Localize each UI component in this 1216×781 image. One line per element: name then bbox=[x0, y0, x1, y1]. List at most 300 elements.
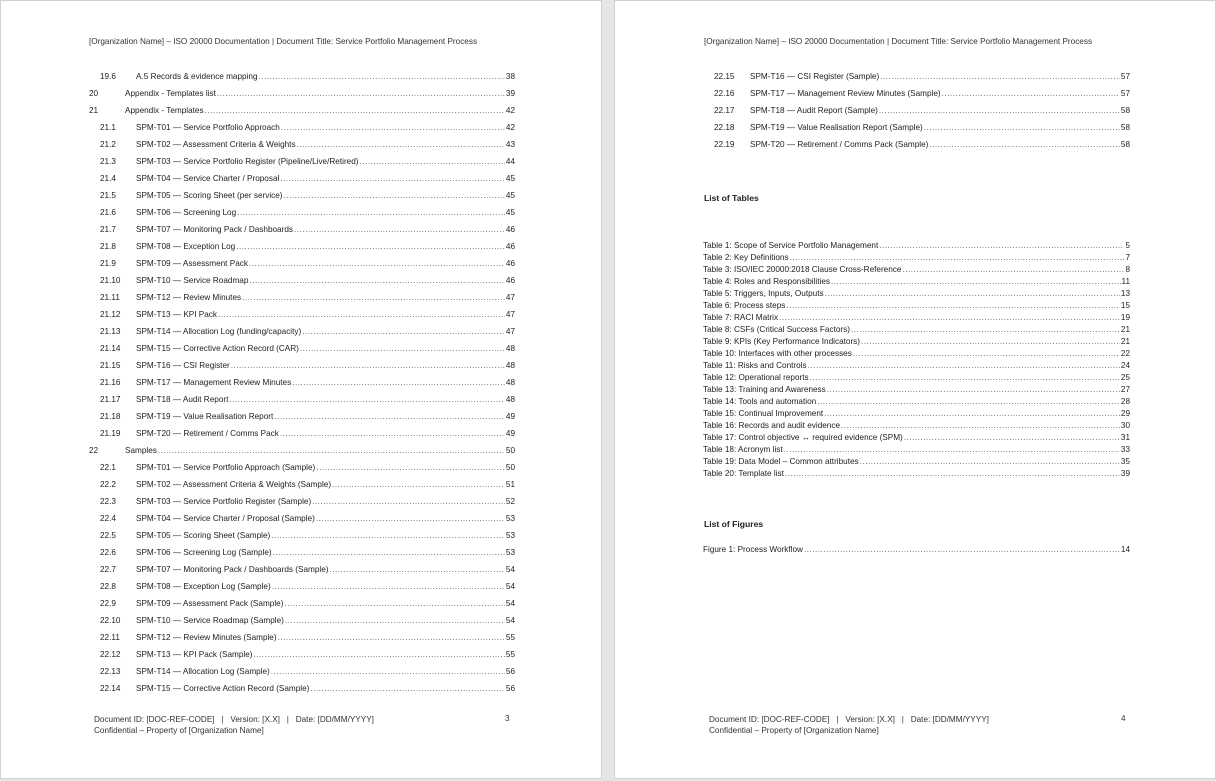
table-list-entry-page: 25 bbox=[1120, 373, 1130, 382]
table-list-entry-title: Table 16: Records and audit evidence bbox=[703, 421, 841, 430]
table-list-entry-page: 35 bbox=[1120, 457, 1130, 466]
toc-entry-number: 21.13 bbox=[100, 327, 121, 336]
toc-entry[interactable] bbox=[100, 173, 515, 185]
toc-entry-number: 21.14 bbox=[100, 344, 121, 353]
toc-entry-title: SPM-T20 — Retirement / Comms Pack (Sample) bbox=[750, 140, 929, 149]
toc-entry[interactable] bbox=[100, 615, 515, 627]
table-list-entry-page: 29 bbox=[1120, 409, 1130, 418]
toc-entry-page: 58 bbox=[1120, 140, 1130, 149]
toc-entry-page: 49 bbox=[505, 412, 515, 421]
table-list-entry[interactable] bbox=[703, 252, 1130, 264]
toc-entry-page: 48 bbox=[505, 361, 515, 370]
toc-entry-page: 53 bbox=[505, 531, 515, 540]
dot-leader bbox=[841, 420, 1120, 432]
toc-entry[interactable] bbox=[100, 377, 515, 389]
toc-entry[interactable] bbox=[89, 105, 515, 117]
dot-leader bbox=[316, 462, 505, 474]
toc-entry-number: 21.15 bbox=[100, 361, 121, 370]
toc-entry-number: 21 bbox=[89, 106, 99, 115]
table-list-entry[interactable] bbox=[703, 288, 1130, 300]
toc-entry-page: 53 bbox=[505, 514, 515, 523]
toc-entry-page: 42 bbox=[505, 106, 515, 115]
toc-entry-page: 55 bbox=[505, 633, 515, 642]
toc-entry-number: 22.19 bbox=[714, 140, 735, 149]
toc-entry-title: SPM-T03 — Service Portfolio Register (Pipeline/Live/Retired) bbox=[136, 157, 359, 166]
toc-entry-number: 21.18 bbox=[100, 412, 121, 421]
toc-entry[interactable] bbox=[100, 275, 515, 287]
dot-leader bbox=[205, 105, 505, 117]
toc-entry-title: SPM-T09 — Assessment Pack bbox=[136, 259, 248, 268]
dot-leader bbox=[880, 71, 1120, 83]
table-list-entry-title: Table 8: CSFs (Critical Success Factors) bbox=[703, 325, 850, 334]
dot-leader bbox=[284, 190, 505, 202]
toc-entry[interactable] bbox=[100, 71, 515, 83]
footer-confidential: Confidential – Property of [Organization Name] bbox=[94, 726, 264, 735]
figure-list-entry[interactable] bbox=[703, 544, 1130, 556]
toc-entry-title: SPM-T10 — Service Roadmap (Sample) bbox=[136, 616, 284, 625]
table-list-entry[interactable] bbox=[703, 240, 1130, 252]
toc-entry[interactable] bbox=[100, 258, 515, 270]
toc-entry-title: Appendix - Templates list bbox=[125, 89, 216, 98]
dot-leader bbox=[879, 240, 1124, 252]
list-of-tables-heading: List of Tables bbox=[704, 193, 759, 203]
toc-entry-number: 21.7 bbox=[100, 225, 116, 234]
toc-entry-title: SPM-T12 — Review Minutes bbox=[136, 293, 242, 302]
dot-leader bbox=[281, 122, 505, 134]
toc-entry-page: 50 bbox=[505, 463, 515, 472]
toc-entry[interactable] bbox=[100, 530, 515, 542]
table-list-entry[interactable] bbox=[703, 300, 1130, 312]
toc-entry-title: SPM-T06 — Screening Log bbox=[136, 208, 237, 217]
dot-leader bbox=[272, 581, 505, 593]
toc-entry-page: 45 bbox=[505, 174, 515, 183]
table-list-entry-page: 15 bbox=[1120, 301, 1130, 310]
dot-leader bbox=[831, 276, 1121, 288]
toc-entry-number: 20 bbox=[89, 89, 99, 98]
toc-entry-title: SPM-T17 — Management Review Minutes (Sample) bbox=[750, 89, 941, 98]
table-list-entry-title: Table 5: Triggers, Inputs, Outputs bbox=[703, 289, 824, 298]
toc-entry-page: 48 bbox=[505, 344, 515, 353]
dot-leader bbox=[302, 326, 505, 338]
toc-entry-page: 57 bbox=[1120, 72, 1130, 81]
toc-entry-number: 22.1 bbox=[100, 463, 116, 472]
table-list-entry[interactable] bbox=[703, 408, 1130, 420]
toc-entry-title: SPM-T14 — Allocation Log (funding/capacity) bbox=[136, 327, 302, 336]
toc-entry[interactable] bbox=[100, 139, 515, 151]
toc-entry-page: 39 bbox=[505, 89, 515, 98]
toc-entry-number: 21.5 bbox=[100, 191, 116, 200]
dot-leader bbox=[329, 564, 504, 576]
toc-entry-title: SPM-T01 — Service Portfolio Approach bbox=[136, 123, 280, 132]
table-list-entry-page: 13 bbox=[1120, 289, 1130, 298]
toc-entry-title: SPM-T08 — Exception Log (Sample) bbox=[136, 582, 271, 591]
document-page-4 bbox=[614, 0, 1216, 779]
table-list-entry-title: Table 13: Training and Awareness bbox=[703, 385, 826, 394]
table-list-entry-page: 11 bbox=[1121, 277, 1130, 286]
page-number: 3 bbox=[505, 714, 510, 723]
table-list-entry-page: 21 bbox=[1120, 325, 1130, 334]
toc-entry-number: 22.17 bbox=[714, 106, 735, 115]
toc-entry[interactable] bbox=[100, 462, 515, 474]
toc-entry-number: 21.12 bbox=[100, 310, 121, 319]
toc-entry[interactable] bbox=[89, 445, 515, 457]
table-list-entry-page: 30 bbox=[1120, 421, 1130, 430]
toc-entry[interactable] bbox=[100, 632, 515, 644]
toc-entry-title: SPM-T01 — Service Portfolio Approach (Sample) bbox=[136, 463, 316, 472]
table-list-entry[interactable] bbox=[703, 384, 1130, 396]
toc-entry-page: 47 bbox=[505, 327, 515, 336]
toc-entry-title: SPM-T18 — Audit Report (Sample) bbox=[750, 106, 878, 115]
dot-leader bbox=[825, 288, 1120, 300]
dot-leader bbox=[271, 666, 505, 678]
toc-entry-page: 58 bbox=[1120, 106, 1130, 115]
toc-entry-number: 22.12 bbox=[100, 650, 121, 659]
dot-leader bbox=[360, 156, 505, 168]
toc-entry-page: 44 bbox=[505, 157, 515, 166]
toc-entry-page: 47 bbox=[505, 310, 515, 319]
toc-entry-page: 54 bbox=[505, 582, 515, 591]
toc-entry-page: 54 bbox=[505, 616, 515, 625]
table-list-entry-title: Table 1: Scope of Service Portfolio Management bbox=[703, 241, 879, 250]
toc-entry-title: SPM-T19 — Value Realisation Report (Sample) bbox=[750, 123, 923, 132]
figure-list-entry-title: Figure 1: Process Workflow bbox=[703, 545, 803, 554]
toc-entry-number: 22.2 bbox=[100, 480, 116, 489]
table-list-entry[interactable] bbox=[703, 372, 1130, 384]
toc-entry[interactable] bbox=[100, 598, 515, 610]
table-list-entry[interactable] bbox=[703, 360, 1130, 372]
toc-entry[interactable] bbox=[100, 428, 515, 440]
toc-entry-page: 54 bbox=[505, 565, 515, 574]
table-list-entry-title: Table 19: Data Model – Common attributes bbox=[703, 457, 859, 466]
toc-entry[interactable] bbox=[100, 292, 515, 304]
toc-entry-number: 21.19 bbox=[100, 429, 121, 438]
table-list-entry-page: 7 bbox=[1125, 253, 1130, 262]
toc-entry-page: 45 bbox=[505, 208, 515, 217]
toc-entry[interactable] bbox=[100, 666, 515, 678]
table-list-entry-title: Table 3: ISO/IEC 20000:2018 Clause Cross-Reference bbox=[703, 265, 902, 274]
table-list-entry-page: 5 bbox=[1125, 241, 1130, 250]
toc-entry-title: SPM-T18 — Audit Report bbox=[136, 395, 229, 404]
toc-entry[interactable] bbox=[89, 88, 515, 100]
toc-entry-title: SPM-T04 — Service Charter / Proposal (Sample) bbox=[136, 514, 315, 523]
toc-entry-number: 21.10 bbox=[100, 276, 121, 285]
toc-entry-page: 56 bbox=[505, 667, 515, 676]
dot-leader bbox=[860, 456, 1120, 468]
table-list-entry[interactable] bbox=[703, 312, 1130, 324]
toc-entry-number: 22 bbox=[89, 446, 99, 455]
toc-entry-number: 19.6 bbox=[100, 72, 116, 81]
toc-entry[interactable] bbox=[100, 479, 515, 491]
toc-entry-number: 22.13 bbox=[100, 667, 121, 676]
toc-entry-title: SPM-T13 — KPI Pack bbox=[136, 310, 217, 319]
dot-leader bbox=[810, 372, 1120, 384]
toc-entry-page: 38 bbox=[505, 72, 515, 81]
toc-entry-title: SPM-T05 — Scoring Sheet (Sample) bbox=[136, 531, 271, 540]
toc-entry-title: SPM-T19 — Value Realisation Report bbox=[136, 412, 274, 421]
toc-entry-title: Appendix - Templates bbox=[125, 106, 204, 115]
toc-entry[interactable] bbox=[714, 88, 1130, 100]
toc-entry[interactable] bbox=[100, 224, 515, 236]
toc-entry-page: 48 bbox=[505, 378, 515, 387]
page-header: [Organization Name] – ISO 20000 Documentation | Document Title: Service Portfolio Management Process bbox=[89, 37, 478, 46]
toc-entry-title: A.5 Records & evidence mapping bbox=[136, 72, 258, 81]
dot-leader bbox=[249, 258, 505, 270]
table-list-entry[interactable] bbox=[703, 336, 1130, 348]
dot-leader bbox=[259, 71, 505, 83]
toc-entry-page: 56 bbox=[505, 684, 515, 693]
toc-entry-page: 52 bbox=[505, 497, 515, 506]
toc-entry[interactable] bbox=[100, 564, 515, 576]
toc-entry-number: 22.5 bbox=[100, 531, 116, 540]
toc-entry[interactable] bbox=[100, 547, 515, 559]
table-list-entry-title: Table 6: Process steps bbox=[703, 301, 786, 310]
dot-leader bbox=[271, 530, 505, 542]
toc-entry-page: 45 bbox=[505, 191, 515, 200]
dot-leader bbox=[808, 360, 1120, 372]
toc-entry-page: 48 bbox=[505, 395, 515, 404]
table-list-entry-page: 28 bbox=[1120, 397, 1130, 406]
dot-leader bbox=[300, 343, 505, 355]
dot-leader bbox=[924, 122, 1120, 134]
toc-entry-number: 22.14 bbox=[100, 684, 121, 693]
toc-entry-page: 54 bbox=[505, 599, 515, 608]
toc-entry[interactable] bbox=[100, 649, 515, 661]
toc-entry[interactable] bbox=[100, 683, 515, 695]
dot-leader bbox=[804, 544, 1120, 556]
toc-entry-title: SPM-T12 — Review Minutes (Sample) bbox=[136, 633, 277, 642]
toc-entry-title: SPM-T15 — Corrective Action Record (CAR) bbox=[136, 344, 299, 353]
toc-entry[interactable] bbox=[714, 71, 1130, 83]
dot-leader bbox=[229, 394, 505, 406]
table-list-entry-page: 39 bbox=[1120, 469, 1130, 478]
dot-leader bbox=[274, 411, 505, 423]
toc-entry-page: 43 bbox=[505, 140, 515, 149]
dot-leader bbox=[827, 384, 1120, 396]
table-list-entry[interactable] bbox=[703, 420, 1130, 432]
toc-entry-title: SPM-T09 — Assessment Pack (Sample) bbox=[136, 599, 284, 608]
dot-leader bbox=[851, 324, 1120, 336]
dot-leader bbox=[242, 292, 505, 304]
dot-leader bbox=[253, 649, 504, 661]
dot-leader bbox=[790, 252, 1125, 264]
toc-entry-page: 46 bbox=[505, 225, 515, 234]
toc-entry-number: 21.3 bbox=[100, 157, 116, 166]
toc-entry-number: 21.16 bbox=[100, 378, 121, 387]
toc-entry-number: 22.10 bbox=[100, 616, 121, 625]
toc-entry[interactable] bbox=[100, 496, 515, 508]
toc-entry[interactable] bbox=[100, 581, 515, 593]
toc-entry-page: 58 bbox=[1120, 123, 1130, 132]
toc-entry-title: SPM-T15 — Corrective Action Record (Sample) bbox=[136, 684, 310, 693]
table-list-entry-title: Table 4: Roles and Responsibilities bbox=[703, 277, 830, 286]
table-list-entry[interactable] bbox=[703, 324, 1130, 336]
toc-entry-title: SPM-T14 — Allocation Log (Sample) bbox=[136, 667, 270, 676]
table-list-entry-title: Table 10: Interfaces with other processes bbox=[703, 349, 852, 358]
dot-leader bbox=[332, 479, 505, 491]
table-list-entry-title: Table 2: Key Definitions bbox=[703, 253, 789, 262]
table-list-entry[interactable] bbox=[703, 456, 1130, 468]
toc-entry[interactable] bbox=[100, 343, 515, 355]
footer-confidential: Confidential – Property of [Organization Name] bbox=[709, 726, 879, 735]
toc-entry-title: SPM-T02 — Assessment Criteria & Weights (Sample) bbox=[136, 480, 332, 489]
table-list-entry[interactable] bbox=[703, 276, 1130, 288]
toc-entry-number: 21.6 bbox=[100, 208, 116, 217]
list-of-figures-heading: List of Figures bbox=[704, 519, 764, 529]
dot-leader bbox=[278, 632, 505, 644]
toc-entry-title: SPM-T02 — Assessment Criteria & Weights bbox=[136, 140, 296, 149]
toc-entry-title: SPM-T05 — Scoring Sheet (per service) bbox=[136, 191, 283, 200]
toc-entry-page: 46 bbox=[505, 276, 515, 285]
toc-entry-page: 49 bbox=[505, 429, 515, 438]
page-number: 4 bbox=[1121, 714, 1126, 723]
toc-entry-number: 22.9 bbox=[100, 599, 116, 608]
dot-leader bbox=[284, 598, 504, 610]
toc-entry-title: Samples bbox=[125, 446, 157, 455]
toc-entry[interactable] bbox=[100, 411, 515, 423]
page-footer bbox=[94, 714, 374, 736]
toc-entry[interactable] bbox=[100, 360, 515, 372]
toc-entry[interactable] bbox=[100, 513, 515, 525]
toc-entry-number: 21.4 bbox=[100, 174, 116, 183]
dot-leader bbox=[310, 683, 505, 695]
toc-entry-number: 22.11 bbox=[100, 633, 120, 642]
table-list-entry-page: 31 bbox=[1120, 433, 1130, 442]
toc-entry-number: 21.9 bbox=[100, 259, 116, 268]
table-list-entry-page: 27 bbox=[1120, 385, 1130, 394]
table-list-entry[interactable] bbox=[703, 348, 1130, 360]
toc-entry-page: 46 bbox=[505, 242, 515, 251]
dot-leader bbox=[861, 336, 1120, 348]
toc-entry-title: SPM-T13 — KPI Pack (Sample) bbox=[136, 650, 253, 659]
table-list-entry[interactable] bbox=[703, 468, 1130, 480]
toc-entry-title: SPM-T04 — Service Charter / Proposal bbox=[136, 174, 280, 183]
toc-entry-page: 50 bbox=[505, 446, 515, 455]
toc-entry-title: SPM-T06 — Screening Log (Sample) bbox=[136, 548, 272, 557]
toc-entry-page: 55 bbox=[505, 650, 515, 659]
table-list-entry-title: Table 7: RACI Matrix bbox=[703, 313, 779, 322]
toc-entry-number: 21.17 bbox=[100, 395, 121, 404]
dot-leader bbox=[942, 88, 1120, 100]
toc-entry-page: 57 bbox=[1120, 89, 1130, 98]
table-list-entry-page: 22 bbox=[1120, 349, 1130, 358]
table-list-entry[interactable] bbox=[703, 432, 1130, 444]
toc-entry-page: 51 bbox=[505, 480, 515, 489]
document-page-3 bbox=[0, 0, 602, 779]
table-list-entry[interactable] bbox=[703, 444, 1130, 456]
toc-entry-number: 22.4 bbox=[100, 514, 116, 523]
toc-entry[interactable] bbox=[100, 241, 515, 253]
toc-entry-title: SPM-T07 — Monitoring Pack / Dashboards bbox=[136, 225, 293, 234]
dot-leader bbox=[158, 445, 505, 457]
dot-leader bbox=[904, 432, 1120, 444]
toc-entry[interactable] bbox=[100, 122, 515, 134]
table-list-entry-title: Table 17: Control objective ↔ required evidence (SPM) bbox=[703, 433, 903, 442]
toc-entry-page: 46 bbox=[505, 259, 515, 268]
dot-leader bbox=[929, 139, 1120, 151]
toc-entry[interactable] bbox=[100, 309, 515, 321]
toc-entry-number: 22.18 bbox=[714, 123, 735, 132]
toc-entry[interactable] bbox=[714, 122, 1130, 134]
toc-entry-number: 21.1 bbox=[100, 123, 116, 132]
dot-leader bbox=[280, 428, 505, 440]
dot-leader bbox=[902, 264, 1124, 276]
table-list-entry-title: Table 9: KPIs (Key Performance Indicators) bbox=[703, 337, 860, 346]
toc-entry[interactable] bbox=[100, 394, 515, 406]
dot-leader bbox=[779, 312, 1120, 324]
toc-entry-number: 22.15 bbox=[714, 72, 735, 81]
dot-leader bbox=[294, 224, 505, 236]
toc-entry[interactable] bbox=[714, 105, 1130, 117]
toc-entry[interactable] bbox=[100, 190, 515, 202]
toc-entry-number: 21.8 bbox=[100, 242, 116, 251]
toc-entry[interactable] bbox=[100, 156, 515, 168]
table-list-entry-title: Table 18: Acronym list bbox=[703, 445, 783, 454]
table-list-entry-page: 8 bbox=[1125, 265, 1130, 274]
figure-list-entry-page: 14 bbox=[1120, 545, 1130, 554]
dot-leader bbox=[285, 615, 505, 627]
dot-leader bbox=[217, 88, 505, 100]
table-list-entry-title: Table 12: Operational reports bbox=[703, 373, 809, 382]
footer-document-info: Document ID: [DOC-REF-CODE] | Version: [X.X] | Date: [DD/MM/YYYY] bbox=[94, 715, 374, 724]
toc-entry-number: 21.2 bbox=[100, 140, 116, 149]
toc-entry-number: 22.8 bbox=[100, 582, 116, 591]
toc-entry[interactable] bbox=[100, 207, 515, 219]
toc-entry-page: 42 bbox=[505, 123, 515, 132]
toc-entry[interactable] bbox=[714, 139, 1130, 151]
table-list-entry[interactable] bbox=[703, 264, 1130, 276]
dot-leader bbox=[236, 241, 505, 253]
dot-leader bbox=[231, 360, 505, 372]
toc-entry-title: SPM-T16 — CSI Register (Sample) bbox=[750, 72, 880, 81]
table-list-entry[interactable] bbox=[703, 396, 1130, 408]
dot-leader bbox=[237, 207, 505, 219]
table-list-entry-page: 24 bbox=[1120, 361, 1130, 370]
toc-entry-title: SPM-T08 — Exception Log bbox=[136, 242, 236, 251]
table-list-entry-title: Table 14: Tools and automation bbox=[703, 397, 817, 406]
dot-leader bbox=[785, 468, 1120, 480]
toc-entry-title: SPM-T07 — Monitoring Pack / Dashboards (Sample) bbox=[136, 565, 329, 574]
dot-leader bbox=[218, 309, 505, 321]
dot-leader bbox=[292, 377, 505, 389]
dot-leader bbox=[280, 173, 505, 185]
toc-entry[interactable] bbox=[100, 326, 515, 338]
toc-entry-number: 22.6 bbox=[100, 548, 116, 557]
toc-entry-number: 22.3 bbox=[100, 497, 116, 506]
toc-entry-page: 47 bbox=[505, 293, 515, 302]
dot-leader bbox=[853, 348, 1120, 360]
toc-entry-title: SPM-T10 — Service Roadmap bbox=[136, 276, 249, 285]
toc-entry-page: 53 bbox=[505, 548, 515, 557]
table-list-entry-page: 21 bbox=[1120, 337, 1130, 346]
toc-entry-title: SPM-T16 — CSI Register bbox=[136, 361, 230, 370]
table-list-entry-title: Table 11: Risks and Controls bbox=[703, 361, 807, 370]
dot-leader bbox=[817, 396, 1120, 408]
toc-entry-title: SPM-T20 — Retirement / Comms Pack bbox=[136, 429, 279, 438]
dot-leader bbox=[273, 547, 505, 559]
dot-leader bbox=[879, 105, 1120, 117]
toc-entry-number: 22.7 bbox=[100, 565, 116, 574]
footer-document-info: Document ID: [DOC-REF-CODE] | Version: [X.X] | Date: [DD/MM/YYYY] bbox=[709, 715, 989, 724]
dot-leader bbox=[784, 444, 1120, 456]
toc-entry-number: 21.11 bbox=[100, 293, 120, 302]
table-list-entry-page: 19 bbox=[1120, 313, 1130, 322]
toc-entry-number: 22.16 bbox=[714, 89, 735, 98]
dot-leader bbox=[297, 139, 505, 151]
toc-entry-title: SPM-T03 — Service Portfolio Register (Sample) bbox=[136, 497, 312, 506]
toc-entry-title: SPM-T17 — Management Review Minutes bbox=[136, 378, 292, 387]
dot-leader bbox=[249, 275, 505, 287]
dot-leader bbox=[786, 300, 1120, 312]
